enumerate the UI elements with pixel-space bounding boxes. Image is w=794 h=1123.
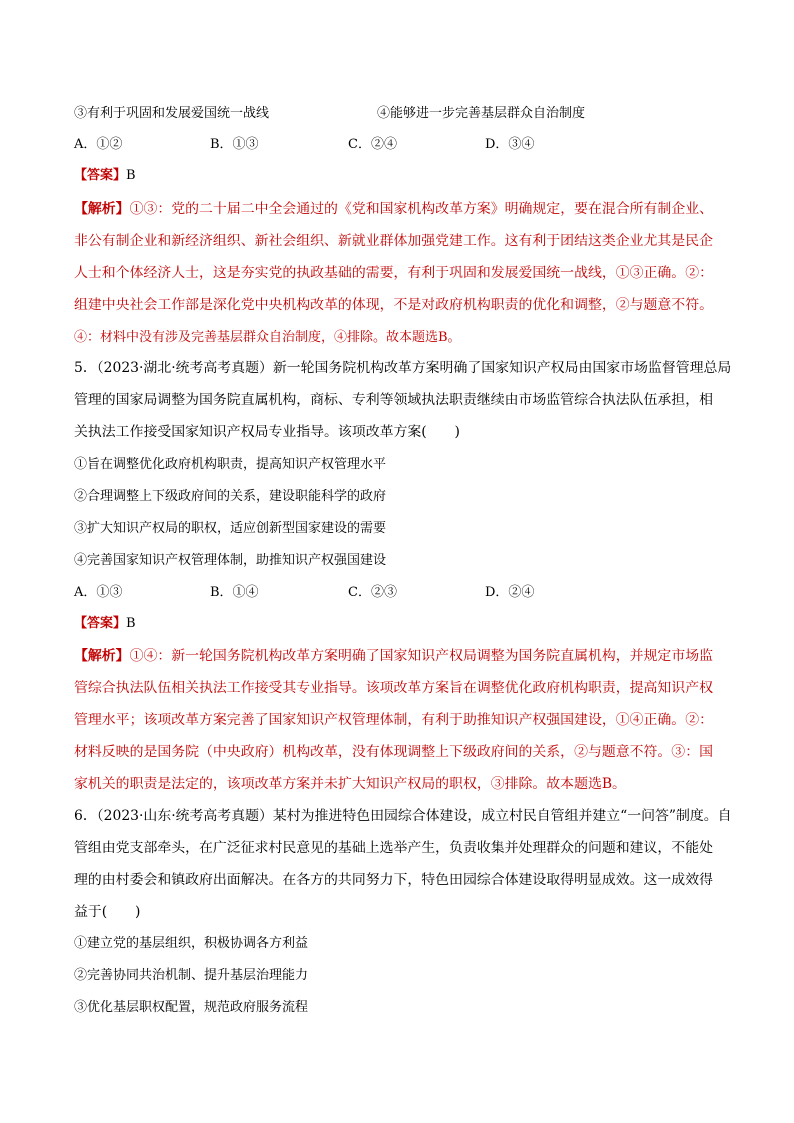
q5-choice-d: D．②④ bbox=[485, 585, 535, 600]
q5-stem-line-1: 5．（2023·湖北·统考高考真题）新一轮国务院机构改革方案明确了国家知识产权局由国家市场监督管理总局 bbox=[74, 360, 732, 376]
q5-choice-a: A．①③ bbox=[74, 585, 123, 600]
q5-stem-line-3: 关执法工作接受国家知识产权局专业指导。该项改革方案( ) bbox=[74, 424, 460, 440]
answer-tag: 【答案】 bbox=[74, 168, 127, 183]
answer-value: B bbox=[126, 168, 136, 183]
q4-analysis-line-4: 组建中央社会工作部是深化党中央机构改革的体现，不是对政府机构职责的优化和调整，②与题意不符。 bbox=[74, 297, 713, 313]
analysis-tag: 【解析】 bbox=[74, 648, 130, 664]
q5-answer bbox=[74, 612, 136, 631]
q5-stem-line-2: 管理的国家局调整为国务院直属机构，商标、专利等领域执法职责继续由市场监管综合执法队伍承担，相 bbox=[74, 392, 713, 408]
q4-option-4: ④能够进一步完善基层群众自治制度 bbox=[377, 106, 586, 121]
q5-analysis-line-1: 【解析】①④：新一轮国务院机构改革方案明确了国家知识产权局调整为国务院直属机构，并规定市场监 bbox=[74, 648, 713, 664]
q6-stem-line-4: 益于( ) bbox=[74, 904, 141, 920]
q5-analysis-line-5: 家机关的职责是法定的，该项改革方案并未扩大知识产权局的职权，③排除。故本题选B。 bbox=[74, 776, 626, 792]
q4-analysis-line-1: 【解析】①③：党的二十届二中全会通过的《党和国家机构改革方案》明确规定，要在混合所有制企业、 bbox=[74, 201, 713, 217]
q6-option-1: ①建立党的基层组织，积极协调各方利益 bbox=[74, 936, 309, 951]
q5-analysis-line-2: 管综合执法队伍相关执法工作接受其专业指导。该项改革方案旨在调整优化政府机构职责，提高知识产权 bbox=[74, 680, 713, 696]
q6-stem-line-2: 管组由党支部牵头，在广泛征求村民意见的基础上选举产生，负责收集并处理群众的问题和建议，不能处 bbox=[74, 840, 713, 856]
q5-option-4: ④完善国家知识产权管理体制，助推知识产权强国建设 bbox=[74, 553, 387, 568]
q4-analysis-line-3: 人士和个体经济人士，这是夯实党的执政基础的需要，有利于巩固和发展爱国统一战线，①③正确。②： bbox=[74, 265, 713, 281]
q5-analysis-line-4: 材料反映的是国务院（中央政府）机构改革，没有体现调整上下级政府间的关系，②与题意不符。③：国 bbox=[74, 744, 713, 760]
analysis-tag: 【解析】 bbox=[74, 201, 130, 217]
q6-stem-line-1: 6．（2023·山东·统考高考真题）某村为推进特色田园综合体建设，成立村民自管组并建立“一问答”制度。自 bbox=[74, 808, 732, 824]
q6-option-2: ②完善协同共治机制、提升基层治理能力 bbox=[74, 968, 309, 983]
q5-choice-b: B．①④ bbox=[210, 585, 259, 600]
answer-value: B bbox=[126, 616, 136, 631]
q4-answer bbox=[74, 164, 136, 183]
q5-option-3: ③扩大知识产权局的职权，适应创新型国家建设的需要 bbox=[74, 521, 387, 536]
q4-analysis-line-2: 非公有制企业和新经济组织、新社会组织、新就业群体加强党建工作。这有利于团结这类企业尤其是民企 bbox=[74, 233, 713, 249]
q4-choice-c: C．②④ bbox=[348, 137, 397, 152]
q5-option-1: ①旨在调整优化政府机构职责，提高知识产权管理水平 bbox=[74, 457, 387, 472]
q4-option-3: ③有利于巩固和发展爱国统一战线 bbox=[74, 106, 270, 121]
q6-option-3: ③优化基层职权配置，规范政府服务流程 bbox=[74, 1000, 309, 1015]
q5-analysis-line-3: 管理水平；该项改革方案完善了国家知识产权管理体制，有利于助推知识产权强国建设，①④正确。②： bbox=[74, 712, 713, 728]
answer-tag: 【答案】 bbox=[74, 616, 127, 631]
q4-choice-b: B．①③ bbox=[210, 137, 259, 152]
q5-option-2: ②合理调整上下级政府间的关系，建设职能科学的政府 bbox=[74, 489, 387, 504]
q5-choice-c: C．②③ bbox=[348, 585, 397, 600]
q4-choice-d: D．③④ bbox=[485, 137, 535, 152]
q4-analysis-line-5: ④：材料中没有涉及完善基层群众自治制度，④排除。故本题选B。 bbox=[74, 330, 461, 345]
q6-stem-line-3: 理的由村委会和镇政府出面解决。在各方的共同努力下，特色田园综合体建设取得明显成效。这一成效得 bbox=[74, 872, 713, 888]
q4-choice-a: A．①② bbox=[74, 137, 123, 152]
